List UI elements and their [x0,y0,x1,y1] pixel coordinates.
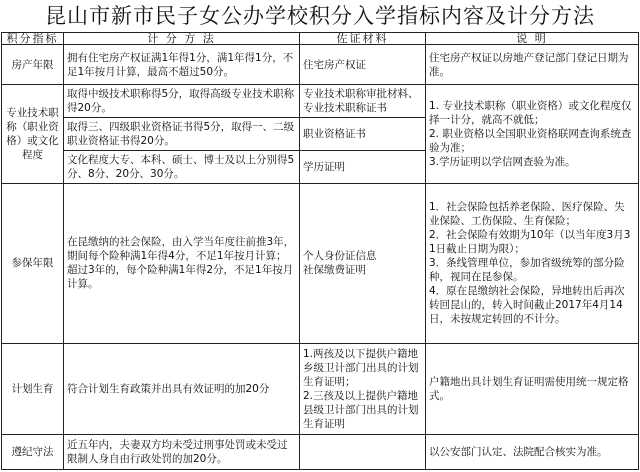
row-insurance-method: 在昆缴纳的社会保险，由入学当年度往前推3年，期间每个险种满1年得4分，不足1年按月计算；超过3年的，每个险种满1年得2分，不足1年按月计算。 [64,184,300,343]
row-housing-docs: 住宅房产权证 [300,45,426,84]
row-housing-method: 拥有住宅房产权证满1年得1分，满1年得1分，不足1年按月计算，最高不超过50分。 [64,45,300,84]
row-family-docs: 1.两孩及以下提供户籍地乡级卫计部门出具的计划生育证明； 2.三孩及以上提供户籍地县级卫计部门出具的计划生育证明 [300,343,426,434]
row-title-docs3: 学历证明 [300,151,426,184]
table-row [2,343,639,434]
row-title-docs2: 职业资格证书 [300,117,426,150]
table-row [2,84,639,117]
row-insurance-note: 1．社会保险包括养老保险、医疗保险、失业保险、工伤保险、生育保险； 2．社会保险有效期为10年（以当年度3月31日截止日期为限）； 3．条线管理单位，参加省级统筹的部分险种，视同在昆参保。 4．原在昆缴纳社会保险，异地转出后再次转回昆山的，转入时间截止2017年4月14日，未按规定转回的不计分。 [426,184,639,343]
table-row [2,434,639,469]
row-insurance-item: 参保年限 [2,184,64,343]
header-docs: 佐证材料 [300,33,426,45]
table-header-row [2,33,639,45]
row-law-item: 遵纪守法 [2,434,64,469]
row-law-docs [300,434,426,469]
row-title-method1: 取得中级技术职称得5分，取得高级专业技术职称得20分。 [64,84,300,117]
row-title-method3: 文化程度大专、本科、硕士、博士及以上分别得5分、8分、20分、30分。 [64,151,300,184]
table-row [2,184,639,343]
row-title-method2: 取得三、四级职业资格证书得5分，取得一、二级职业资格证书得20分。 [64,117,300,150]
row-title-docs1: 专业技术职称审批材料、专业技术职称证书 [300,84,426,117]
points-table [1,32,639,470]
table-row [2,45,639,84]
row-family-note: 户籍地出具计划生育证明需使用统一规定格式。 [426,343,639,434]
row-title-note: 1. 专业技术职称（职业资格）或文化程度仅择一计分，就高不就低； 2. 职业资格以全国职业资格联网查询系统查验为准； 3.学历证明以学信网查验为准。 [426,84,639,183]
row-housing-note: 住宅房产权证以房地产登记部门登记日期为准。 [426,45,639,84]
header-note: 说 明 [426,33,639,45]
header-method: 计 分 方 法 [64,33,300,45]
header-item: 积分指标 [2,33,64,45]
row-law-note: 以公安部门认定、法院配合核实为准。 [426,434,639,469]
row-insurance-docs: 个人身份证信息 社保缴费证明 [300,184,426,343]
row-family-method: 符合计划生育政策并出具有效证明的加20分 [64,343,300,434]
row-family-item: 计划生育 [2,343,64,434]
row-law-method: 近五年内，夫妻双方均未受过刑事处罚或未受过限制人身自由行政处罚的加20分。 [64,434,300,469]
page-title: 昆山市新市民子女公办学校积分入学指标内容及计分方法 [45,4,595,28]
row-housing-item: 房产年限 [2,45,64,84]
row-title-item: 专业技术职称（职业资格）或文化程度 [2,84,64,183]
